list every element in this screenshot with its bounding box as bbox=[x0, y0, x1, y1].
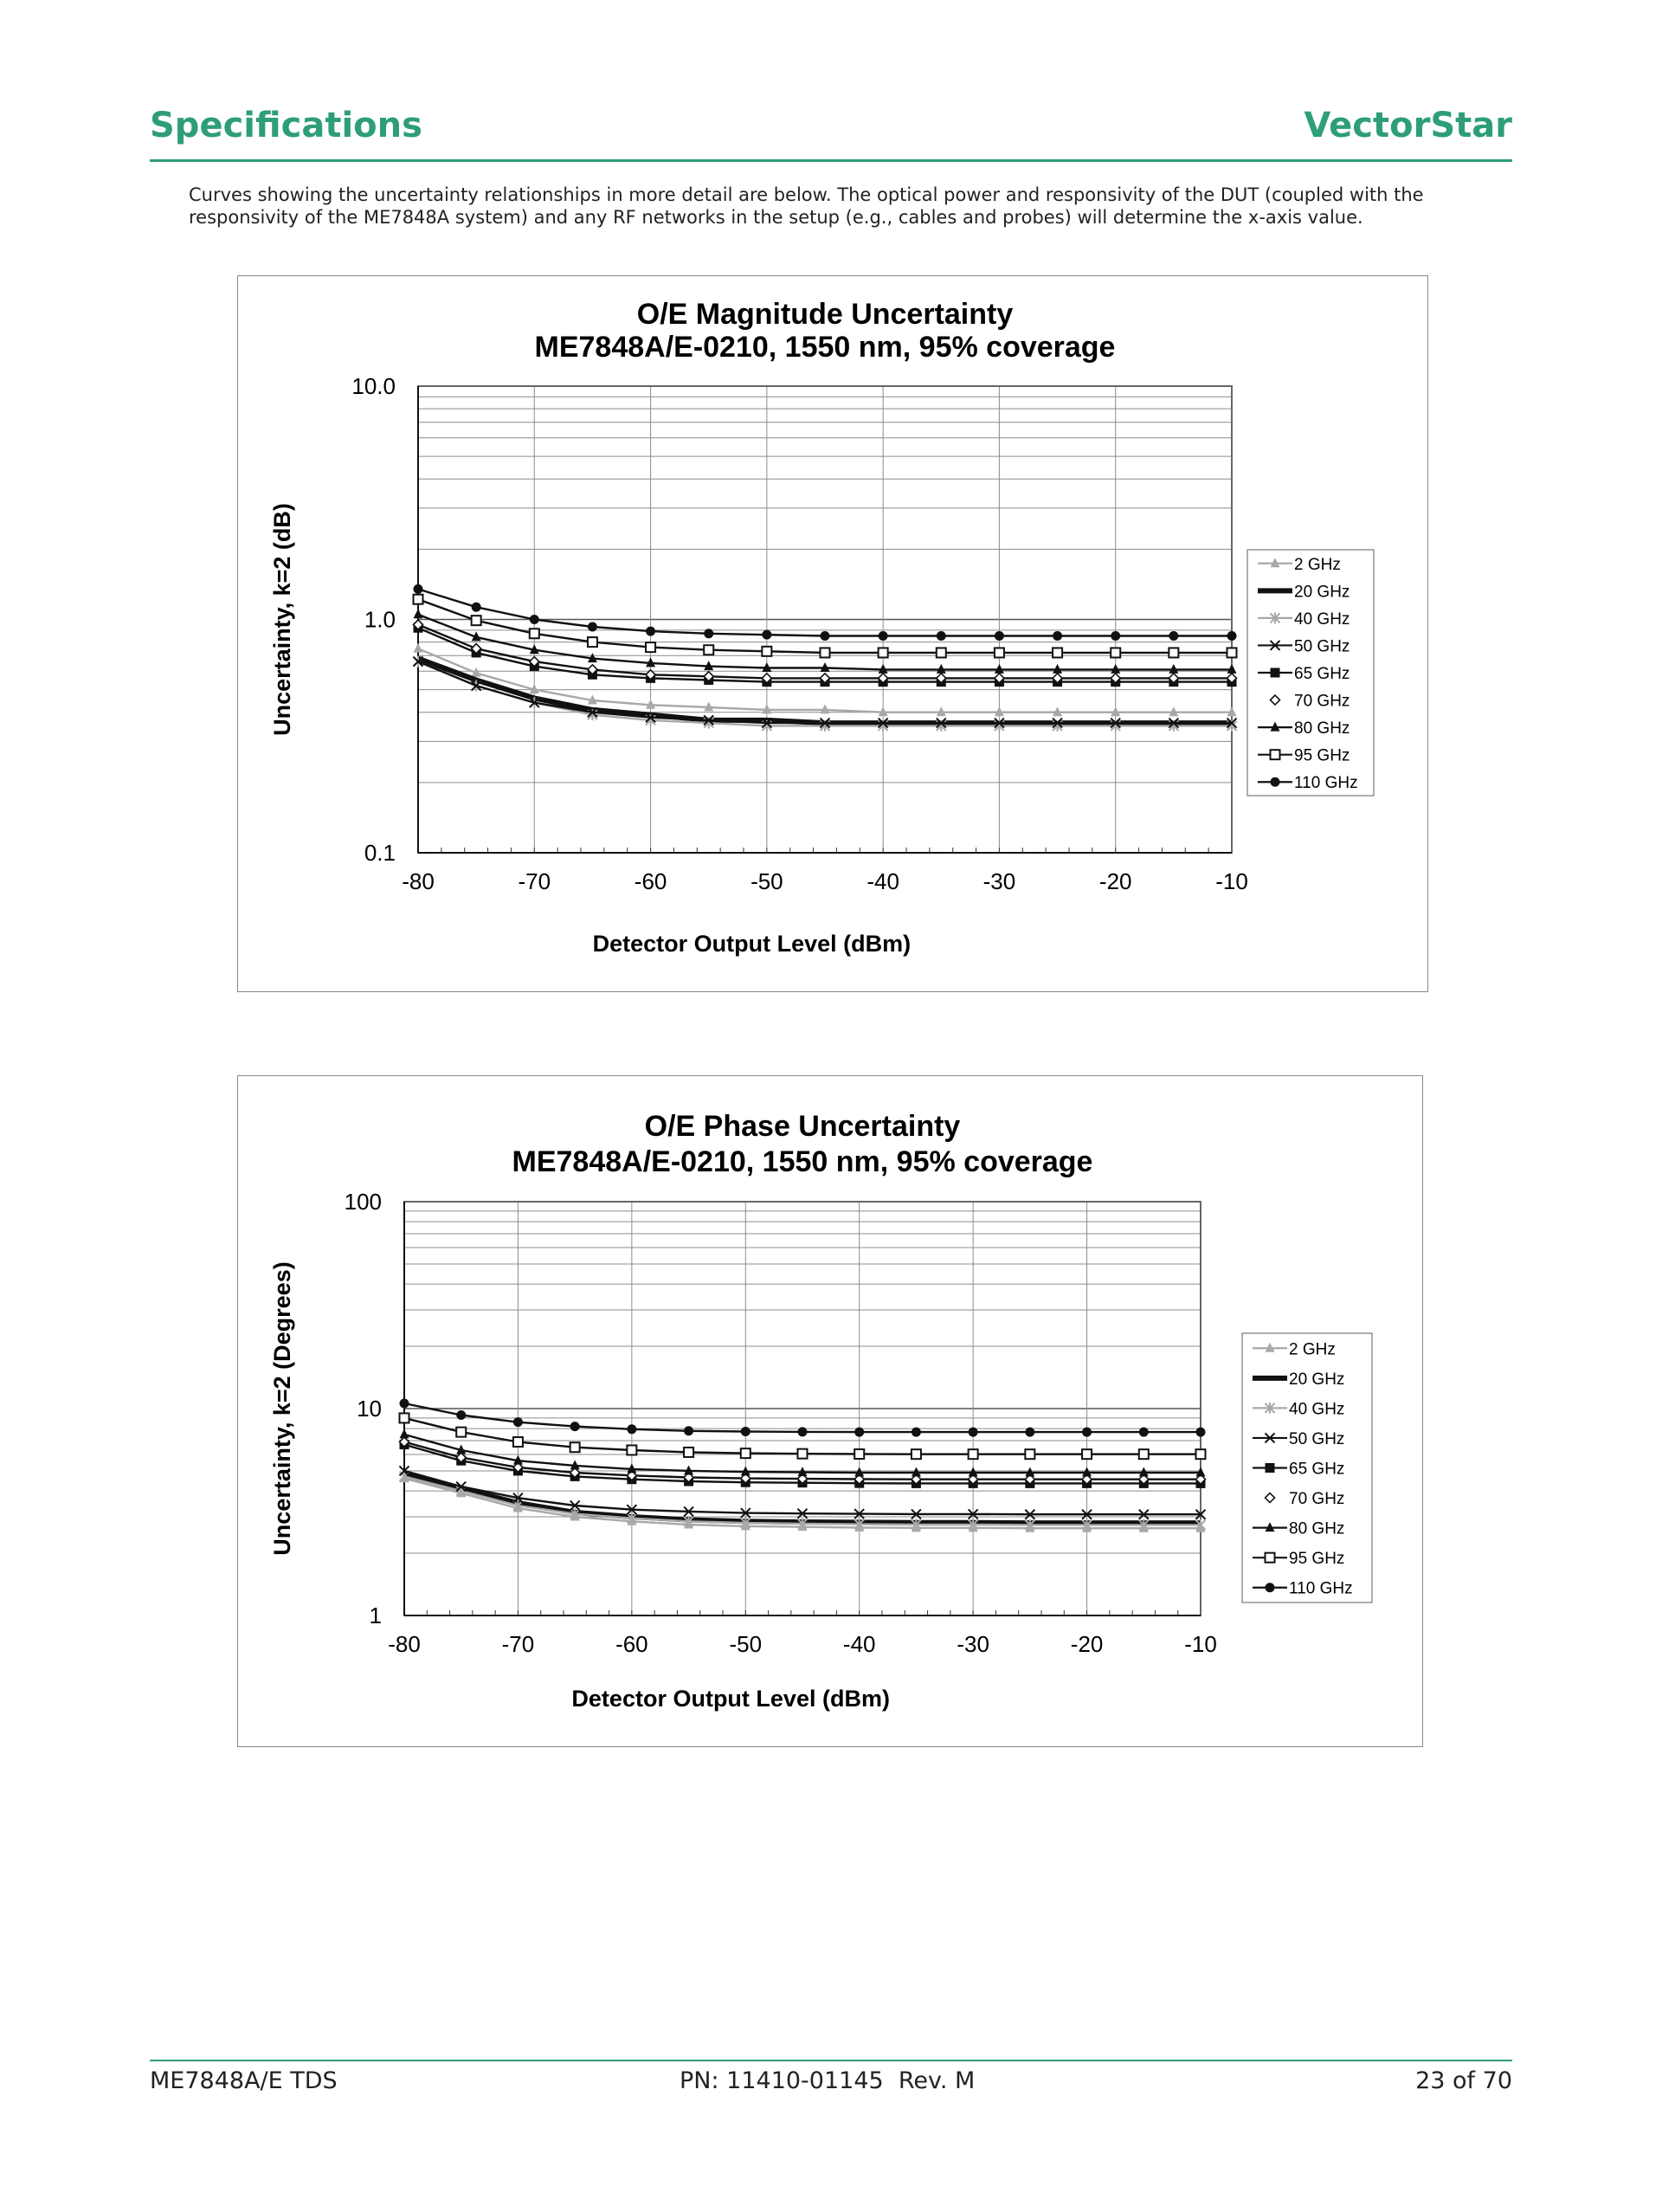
data-point bbox=[627, 1424, 636, 1434]
legend-marker bbox=[1271, 777, 1280, 787]
legend-label: 95 GHz bbox=[1289, 1550, 1345, 1569]
chart-subtitle: ME7848A/E-0210, 1550 nm, 95% coverage bbox=[534, 331, 1116, 364]
data-point bbox=[456, 1428, 466, 1437]
data-point bbox=[646, 627, 655, 636]
legend-label: 65 GHz bbox=[1289, 1460, 1345, 1479]
data-point bbox=[414, 584, 423, 594]
legend-label: 20 GHz bbox=[1294, 583, 1350, 602]
x-tick-label: -30 bbox=[982, 868, 1016, 894]
footer-divider bbox=[150, 2060, 1512, 2061]
data-point bbox=[854, 1428, 864, 1437]
data-point bbox=[1196, 1428, 1206, 1437]
x-tick-label: -70 bbox=[518, 868, 551, 894]
data-point bbox=[588, 622, 597, 631]
data-point bbox=[1111, 648, 1120, 657]
data-point bbox=[1169, 631, 1178, 641]
data-point bbox=[472, 603, 481, 612]
x-tick-label: -10 bbox=[1184, 1631, 1217, 1657]
data-point bbox=[400, 1398, 409, 1408]
footer-part-number: PN: 11410-01145 Rev. M bbox=[680, 2067, 976, 2094]
legend-label: 2 GHz bbox=[1289, 1340, 1336, 1359]
data-point bbox=[762, 630, 771, 640]
legend-label: 80 GHz bbox=[1294, 719, 1350, 738]
x-tick-label: -70 bbox=[501, 1631, 535, 1657]
data-point bbox=[762, 647, 771, 656]
footer-doc-name: ME7848A/E TDS bbox=[150, 2067, 338, 2094]
data-point bbox=[588, 637, 597, 647]
legend-label: 20 GHz bbox=[1289, 1370, 1345, 1389]
data-point bbox=[798, 1427, 808, 1436]
data-point bbox=[937, 631, 946, 641]
legend-label: 40 GHz bbox=[1289, 1400, 1345, 1419]
magnitude-chart-svg bbox=[238, 276, 1429, 993]
data-point bbox=[1053, 631, 1062, 641]
legend-label: 95 GHz bbox=[1294, 746, 1350, 765]
data-point bbox=[937, 648, 946, 657]
x-tick-label: -60 bbox=[634, 868, 667, 894]
legend-label: 2 GHz bbox=[1294, 555, 1341, 574]
data-point bbox=[1111, 631, 1120, 641]
x-tick-label: -40 bbox=[866, 868, 899, 894]
data-point bbox=[1082, 1428, 1092, 1437]
magnitude-uncertainty-chart bbox=[237, 275, 1428, 992]
data-point bbox=[513, 1437, 523, 1447]
data-point bbox=[1227, 631, 1237, 641]
x-tick-label: -80 bbox=[388, 1631, 421, 1657]
legend-label: 110 GHz bbox=[1294, 774, 1358, 793]
x-tick-label: -80 bbox=[402, 868, 435, 894]
x-tick-label: -20 bbox=[1070, 1631, 1104, 1657]
data-point bbox=[1227, 648, 1237, 657]
data-point bbox=[821, 631, 830, 641]
legend bbox=[1242, 1333, 1372, 1603]
header-divider bbox=[150, 159, 1512, 162]
data-point bbox=[456, 1410, 466, 1420]
x-tick-label: -20 bbox=[1098, 868, 1132, 894]
chart-subtitle: ME7848A/E-0210, 1550 nm, 95% coverage bbox=[512, 1145, 1093, 1178]
data-point bbox=[798, 1449, 808, 1459]
data-point bbox=[472, 616, 481, 625]
legend-label: 50 GHz bbox=[1289, 1429, 1345, 1448]
y-axis-label: Uncertainty, k=2 (Degrees) bbox=[269, 1261, 295, 1556]
legend bbox=[1247, 550, 1374, 796]
x-tick-label: -40 bbox=[842, 1631, 876, 1657]
phase-chart-svg bbox=[238, 1076, 1424, 1748]
legend-marker bbox=[1271, 668, 1280, 678]
data-point bbox=[513, 1417, 523, 1427]
footer-page-number: 23 of 70 bbox=[1415, 2067, 1512, 2094]
x-tick-label: -10 bbox=[1215, 868, 1248, 894]
data-point bbox=[969, 1428, 978, 1437]
data-point bbox=[414, 609, 423, 618]
product-name: VectorStar bbox=[1304, 106, 1512, 145]
data-point bbox=[570, 1442, 580, 1452]
data-point bbox=[684, 1426, 693, 1435]
x-tick-label: -50 bbox=[729, 1631, 763, 1657]
data-point bbox=[1169, 648, 1178, 657]
data-point bbox=[995, 648, 1004, 657]
phase-uncertainty-chart bbox=[237, 1075, 1423, 1747]
section-title: Specifications bbox=[150, 106, 422, 145]
x-tick-label: -30 bbox=[957, 1631, 989, 1657]
data-point bbox=[879, 648, 888, 657]
y-tick-label: 10.0 bbox=[351, 373, 396, 399]
data-point bbox=[704, 629, 713, 638]
legend-marker bbox=[1266, 1553, 1275, 1563]
legend-label: 65 GHz bbox=[1294, 665, 1350, 683]
data-point bbox=[1082, 1449, 1092, 1459]
data-point bbox=[400, 1413, 409, 1422]
y-tick-label: 10 bbox=[357, 1396, 382, 1422]
x-tick-label: -50 bbox=[750, 868, 783, 894]
data-point bbox=[530, 615, 539, 624]
data-point bbox=[400, 1428, 409, 1438]
y-tick-label: 1.0 bbox=[364, 606, 396, 633]
chart-title: O/E Phase Uncertainty bbox=[644, 1110, 961, 1143]
data-point bbox=[854, 1449, 864, 1459]
legend-label: 70 GHz bbox=[1289, 1490, 1345, 1509]
grid bbox=[404, 1202, 1201, 1615]
data-point bbox=[1053, 648, 1062, 657]
data-point bbox=[414, 595, 423, 604]
intro-paragraph: Curves showing the uncertainty relationships in more detail are below. The optical power and responsivity of the DUT (coupled with the responsivity of the ME7848A system) and any RF networks in the setup (e.g., cables and probes) will determine the x-axis value. bbox=[189, 184, 1424, 228]
legend-label: 40 GHz bbox=[1294, 609, 1350, 629]
legend-label: 110 GHz bbox=[1289, 1579, 1353, 1598]
data-point bbox=[1025, 1428, 1034, 1437]
legend-label: 70 GHz bbox=[1294, 692, 1350, 711]
data-point bbox=[821, 648, 830, 657]
data-point bbox=[530, 629, 539, 638]
data-point bbox=[741, 1448, 750, 1458]
data-point bbox=[1025, 1449, 1034, 1459]
data-point bbox=[995, 631, 1004, 641]
data-point bbox=[414, 643, 423, 653]
data-point bbox=[704, 645, 713, 655]
series-line bbox=[418, 589, 1232, 635]
x-axis-label: Detector Output Level (dBm) bbox=[592, 931, 912, 957]
data-point bbox=[627, 1445, 636, 1454]
legend-marker bbox=[1266, 1463, 1275, 1473]
chart-title: O/E Magnitude Uncertainty bbox=[636, 298, 1014, 331]
legend-marker bbox=[1266, 1583, 1275, 1592]
data-point bbox=[570, 1422, 580, 1431]
data-point bbox=[684, 1448, 693, 1457]
legend-label: 50 GHz bbox=[1294, 637, 1350, 656]
y-tick-label: 1 bbox=[369, 1603, 382, 1628]
legend-marker bbox=[1271, 750, 1280, 759]
data-point bbox=[912, 1428, 921, 1437]
data-point bbox=[741, 1427, 750, 1436]
data-point bbox=[912, 1449, 921, 1459]
y-axis-label: Uncertainty, k=2 (dB) bbox=[269, 503, 295, 736]
data-point bbox=[1139, 1428, 1149, 1437]
data-point bbox=[969, 1449, 978, 1459]
legend-label: 80 GHz bbox=[1289, 1519, 1345, 1538]
data-point bbox=[1196, 1449, 1206, 1459]
data-point bbox=[879, 631, 888, 641]
data-point bbox=[646, 642, 655, 652]
x-tick-label: -60 bbox=[615, 1631, 648, 1657]
series-line bbox=[418, 599, 1232, 653]
y-tick-label: 0.1 bbox=[364, 840, 396, 866]
data-point bbox=[1139, 1449, 1149, 1459]
x-axis-label: Detector Output Level (dBm) bbox=[571, 1686, 890, 1712]
series-95-ghz bbox=[414, 595, 1237, 658]
y-tick-label: 100 bbox=[344, 1189, 382, 1215]
